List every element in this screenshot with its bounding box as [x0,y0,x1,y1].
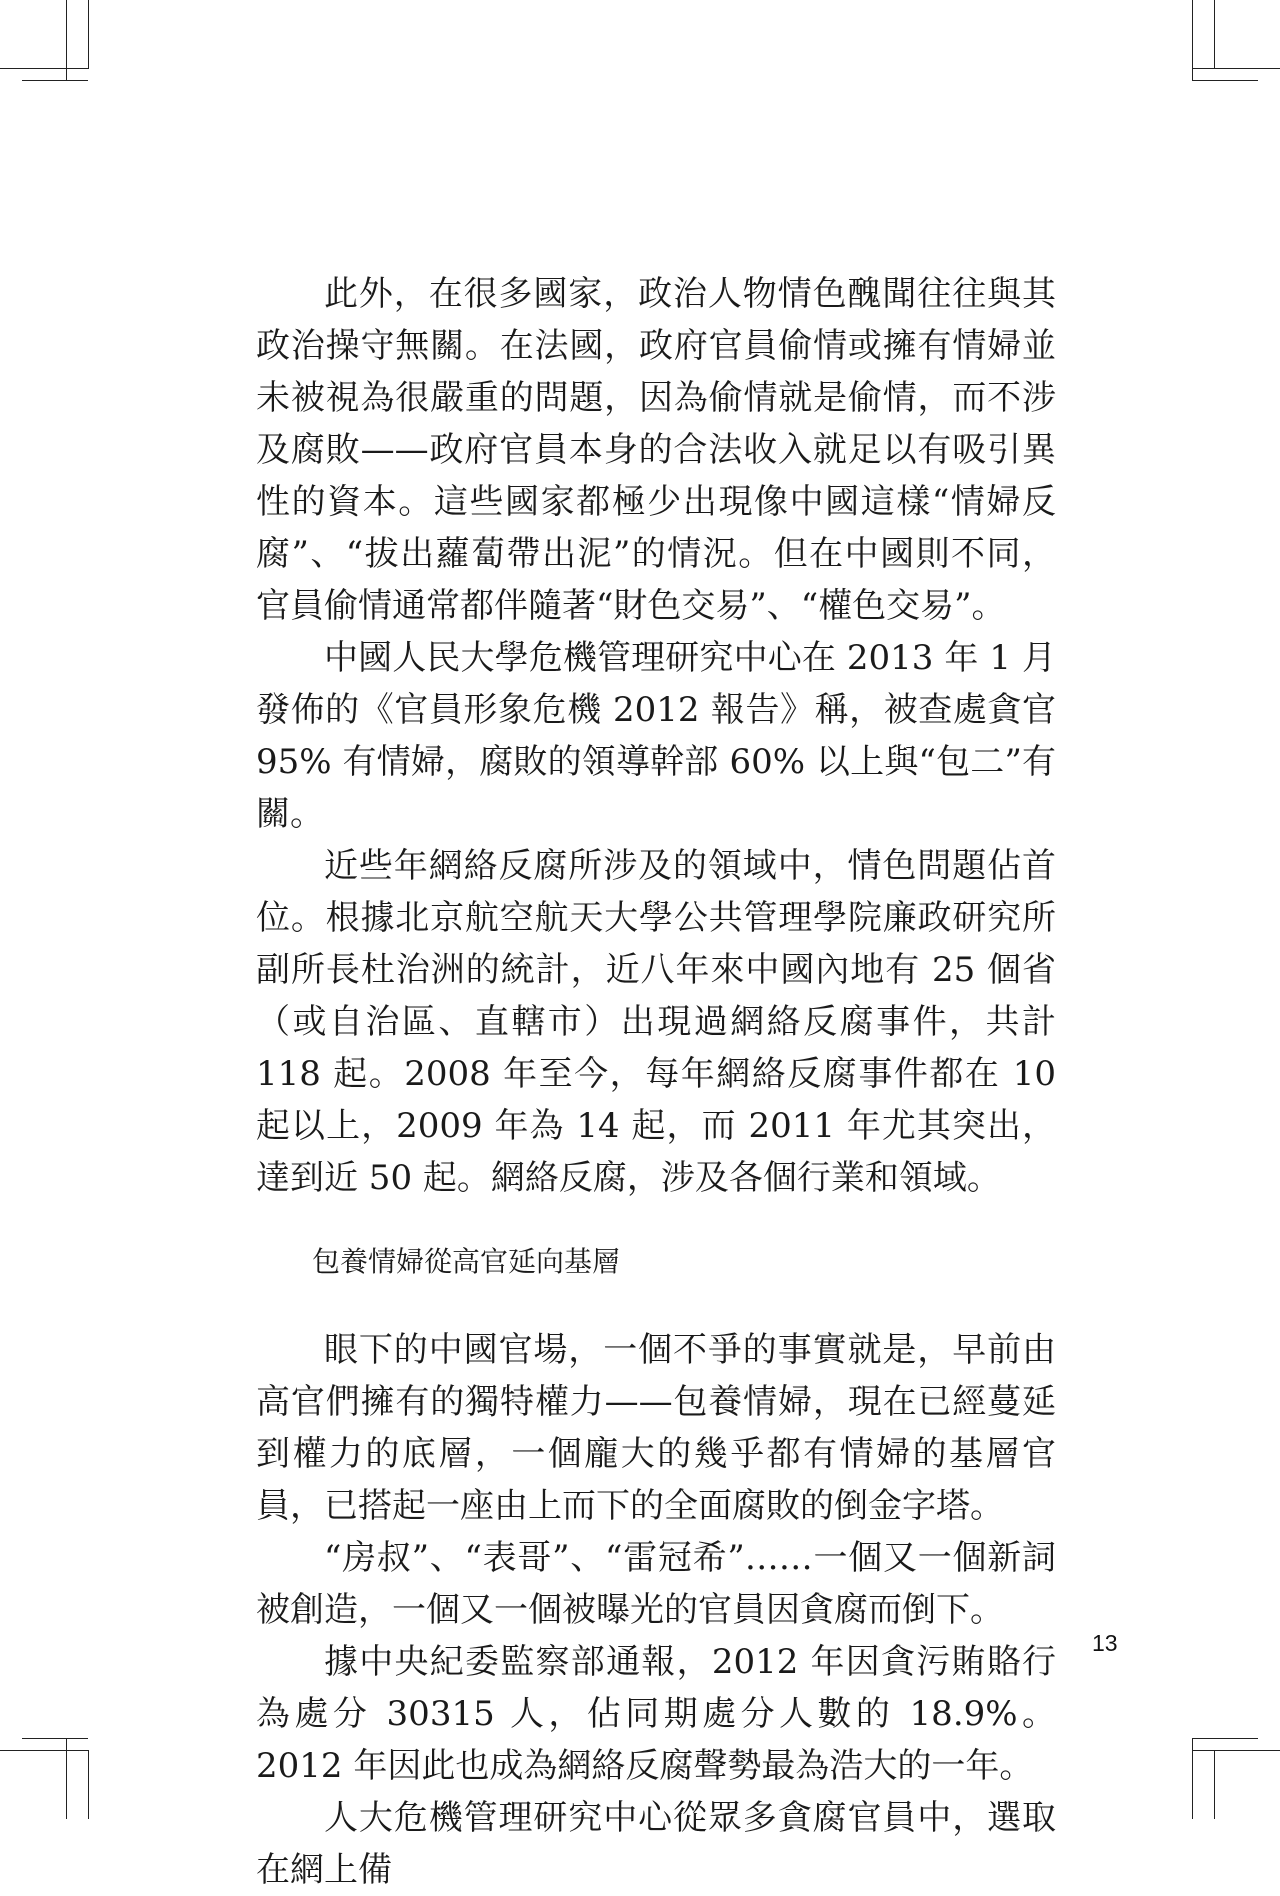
crop-mark-top-left-horizontal-inner [0,68,89,69]
crop-mark-bottom-left-horizontal [22,1738,88,1739]
crop-mark-bottom-right-horizontal [1192,1738,1258,1739]
crop-mark-top-right-horizontal-inner [1192,68,1280,69]
crop-mark-top-right-vertical-outer [1214,0,1215,68]
crop-mark-bottom-right-vertical-outer [1214,1750,1215,1819]
paragraph: 眼下的中國官場，一個不爭的事實就是，早前由高官們擁有的獨特權力——包養情婦，現在已經蔓延到權力的底層，一個龐大的幾乎都有情婦的基層官員，已搭起一座由上而下的全面腐敗的倒金字塔。 [256,1330,1056,1526]
paragraph: 據中央紀委監察部通報，2012 年因貪污賄賂行為處分 30315 人，佔同期處分人數的 18.9%。2012 年因此也成為網絡反腐聲勢最為浩大的一年。 [256,1642,1056,1786]
page-body [256,268,1056,1896]
crop-mark-bottom-left-vertical [88,1750,89,1819]
crop-mark-bottom-right-horizontal-inner [1192,1750,1280,1751]
crop-mark-top-left-horizontal [22,80,88,81]
paragraph: “房叔”、“表哥”、“雷冠希”……一個又一個新詞被創造，一個又一個被曝光的官員因貪腐而倒下。 [256,1538,1056,1630]
paragraph: 此外，在很多國家，政治人物情色醜聞往往與其政治操守無關。在法國，政府官員偷情或擁有情婦並未被視為很嚴重的問題，因為偷情就是偷情，而不涉及腐敗——政府官員本身的合法收入就足以有吸引異性的資本。這些國家都極少出現像中國這樣“情婦反腐”、“拔出蘿蔔帶出泥”的情況。但在中國則不同，官員偷情通常都伴隨著“財色交易”、“權色交易”。 [256,274,1056,626]
crop-mark-top-right-horizontal [1192,80,1258,81]
paragraph: 近些年網絡反腐所涉及的領域中，情色問題佔首位。根據北京航空航天大學公共管理學院廉政研究所副所長杜治洲的統計，近八年來中國內地有 25 個省（或自治區、直轄市）出現過網絡反腐事件，共計 118 起。2008 年至今，每年網絡反腐事件都在 10 起以上，2009 年為 14 起，而 2011 年尤其突出，達到近 50 起。網絡反腐，涉及各個行業和領域。 [256,846,1056,1198]
crop-mark-bottom-left-horizontal-inner [0,1750,89,1751]
paragraph: 人大危機管理研究中心從眾多貪腐官員中，選取在網上備 [256,1798,1056,1890]
paragraph: 中國人民大學危機管理研究中心在 2013 年 1 月發佈的《官員形象危機 2012 報告》稱，被查處貪官 95% 有情婦，腐敗的領導幹部 60% 以上與“包二”有關。 [256,638,1056,834]
page-number: 13 [1092,1630,1118,1656]
section-heading: 包養情婦從高官延向基層 [312,1245,621,1278]
crop-mark-top-left-vertical [88,0,89,68]
